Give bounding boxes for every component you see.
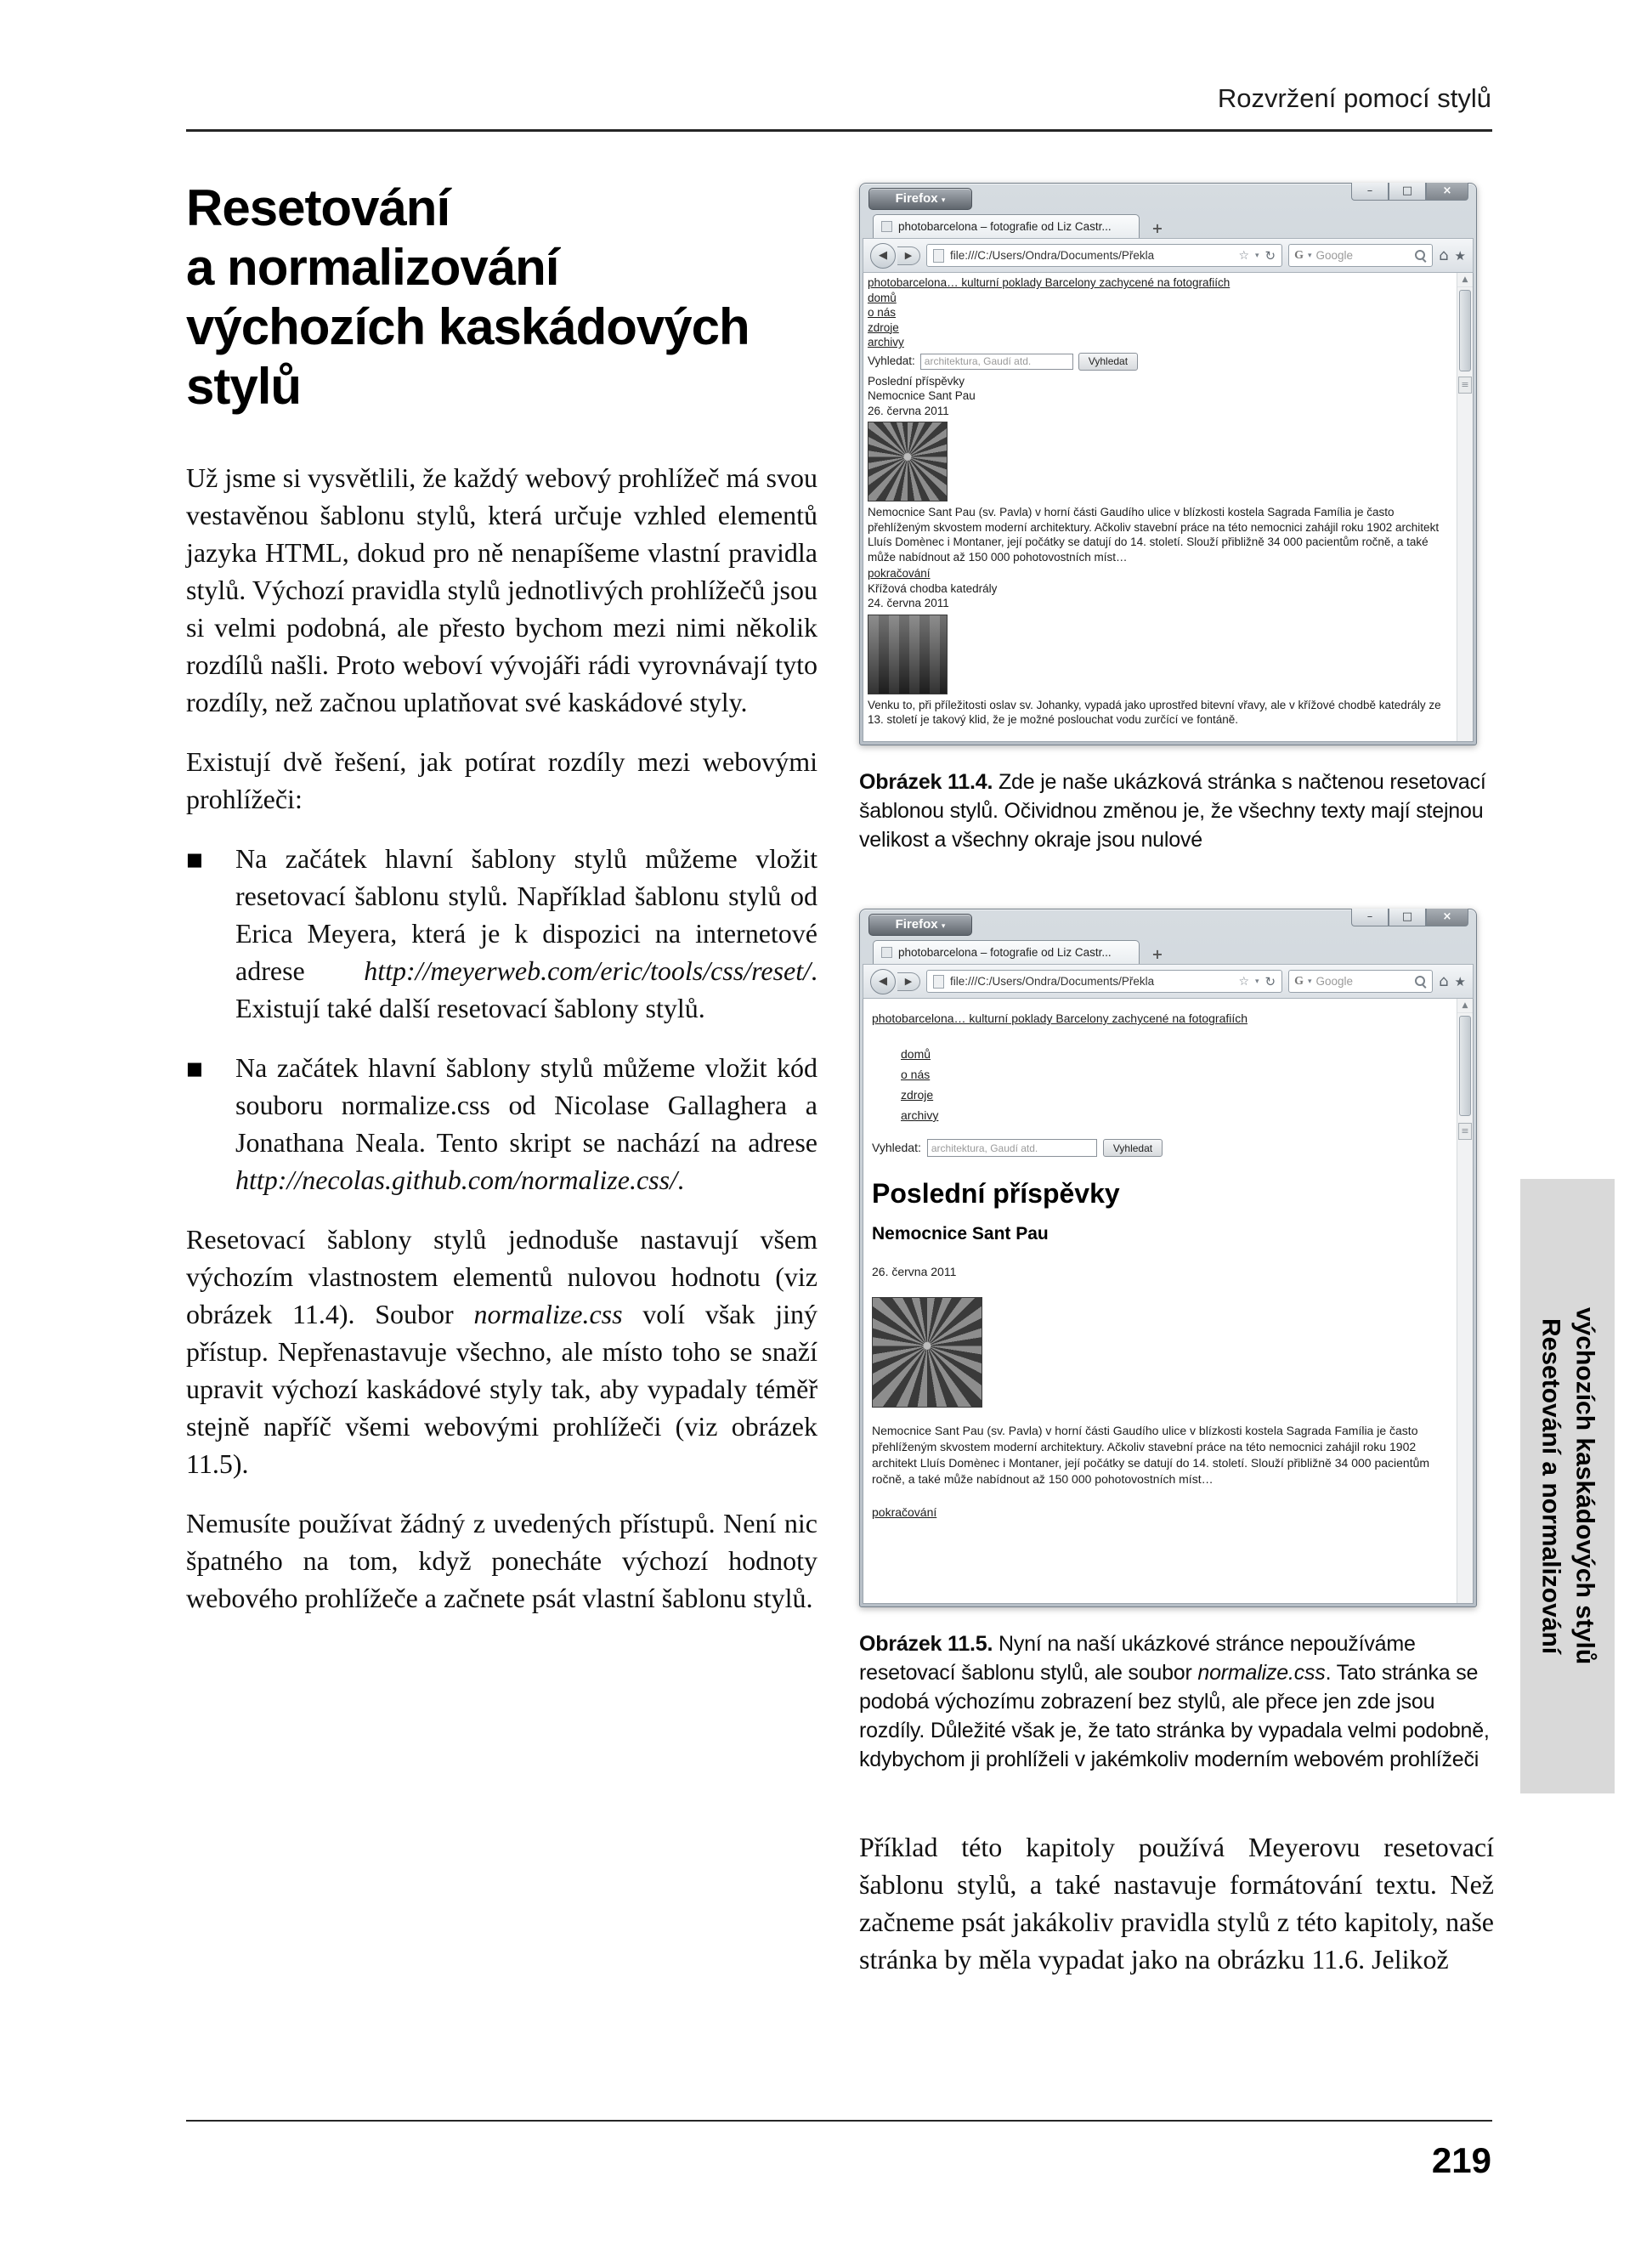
figure-label: Obrázek 11.5.	[859, 1632, 993, 1656]
body-paragraph-1: Už jsme si vysvětlili, že každý webový prohlížeč má svou vestavěnou šablonu stylů, která určuje vzhled elementů jazyka HTML, dokud pro ně nenapíšeme vlastní pravidla stylů. Výchozí pravidla stylů jednotlivých prohlížečů jsou si velmi podobná, ale přesto bychom mezi nimi několik rozdílů našli. Proto weboví vývojáři rádi vyrovnávají tyto rozdíly, než začnou uplatňovat své kaskádové styly.	[186, 462, 818, 717]
bookmark-star-icon[interactable]: ☆	[1238, 248, 1249, 263]
sample-page-normalize	[863, 999, 1457, 1603]
bullet-square-icon: ■	[186, 849, 203, 870]
address-bar[interactable]	[926, 244, 1282, 267]
section-title-line: stylů	[186, 358, 302, 415]
figure-11-5-browser-window	[859, 909, 1477, 1607]
url-text: file:///C:/Users/Ondra/Documents/Překla	[950, 975, 1155, 988]
main-text-column	[186, 178, 818, 1617]
address-bar[interactable]	[926, 970, 1282, 993]
post-excerpt: Venku to, při příležitosti oslav sv. Johanky, vypadá jako uprostřed bitevní vřavy, ale v křížové chodbě katedrály ze 13. století je takový klid, že je možné poslouchat vodu zurčící ve fontáně.	[868, 698, 1441, 726]
forward-button[interactable]: ▶	[897, 246, 920, 265]
post-excerpt: Nemocnice Sant Pau (sv. Pavla) v horní části Gaudího ulice v blízkosti kostela Sagrada Família je často přehlíženým skvostem moderní architektury. Ačkoliv stavební práce na této nemocnici zahájil roku 1902 architekt Lluís Domènec i Montaner, její počátky se datují do 14. století. Slouží přibližně 34 000 pacientům ročně, a také může nabídnout až 150 000 pohotovostních míst…	[868, 506, 1440, 564]
close-button[interactable]: ×	[1426, 909, 1468, 926]
search-engine-dropdown-icon[interactable]: ▾	[1308, 251, 1312, 260]
continue-link[interactable]: pokračování	[868, 567, 931, 580]
chapter-edge-tab	[1520, 1179, 1615, 1793]
site-search-input[interactable]	[920, 354, 1073, 370]
site-search-row	[872, 1139, 1436, 1157]
firefox-menu-button[interactable]: Firefox ▾	[868, 914, 972, 936]
tab-bar	[863, 938, 1474, 964]
post-date: 24. června 2011	[868, 597, 949, 609]
nav-link-archivy[interactable]: archivy	[868, 336, 904, 348]
file-reference: normalize.css	[1197, 1661, 1326, 1685]
chapter-edge-tab-text: Resetování a normalizování výchozích kaskádových stylů	[1536, 1307, 1599, 1665]
list-item-reset-stylesheet	[186, 840, 818, 1027]
minimize-button[interactable]: –	[1351, 909, 1389, 926]
post-photo-rose-window	[868, 422, 948, 501]
post-photo-cloister	[868, 615, 948, 694]
browser-tab[interactable]	[873, 940, 1140, 964]
url-text: file:///C:/Users/Ondra/Documents/Překla	[950, 249, 1155, 262]
scroll-up-icon[interactable]: ▲	[1457, 999, 1473, 1013]
body-paragraph-2: Existují dvě řešení, jak potírat rozdíly mezi webovými prohlížeči:	[186, 746, 818, 814]
nav-link-o-nas[interactable]: o nás	[901, 1068, 931, 1081]
sample-page-reset	[863, 273, 1457, 741]
post-title: Křížová chodba katedrály	[868, 581, 998, 595]
post-excerpt: Nemocnice Sant Pau (sv. Pavla) v horní části Gaudího ulice v blízkosti kostela Sagrada Família je často přehlíženým skvostem moderní architektury. Ačkoliv stavební práce na této nemocnici zahájil roku 1902 architekt Lluís Domènec i Montaner, její počátky se datují do 14. století. Slouží přibližně 34 000 pacientům ročně, a také může nabídnout až 150 000 pohotovostních míst…	[872, 1424, 1430, 1486]
search-engine-name: Google	[1315, 249, 1354, 262]
page-icon	[933, 249, 944, 263]
section-title	[186, 178, 818, 416]
scrollbar-marker-icon: ≡	[1458, 377, 1472, 394]
back-button[interactable]: ◀	[870, 969, 896, 994]
page-content-area	[863, 999, 1474, 1604]
list-item-normalize-css	[186, 1049, 818, 1198]
site-search-row	[868, 353, 1446, 371]
new-tab-button[interactable]: +	[1151, 946, 1163, 962]
search-label: Vyhledat:	[868, 354, 915, 368]
bookmarks-menu-icon[interactable]: ★	[1454, 247, 1466, 263]
google-logo-icon: G	[1294, 974, 1304, 988]
search-engine-name: Google	[1315, 975, 1354, 988]
vertical-scrollbar[interactable]	[1457, 273, 1473, 741]
bookmark-star-icon[interactable]: ☆	[1238, 974, 1249, 989]
figure-column	[859, 183, 1494, 1978]
nav-link-domu[interactable]: domů	[901, 1047, 931, 1061]
url-reference: http://meyerweb.com/eric/tools/css/reset/	[364, 955, 811, 986]
nav-link-zdroje[interactable]: zdroje	[868, 320, 899, 334]
tab-title: photobarcelona – fotografie od Liz Castr...	[898, 220, 1112, 233]
header-rule	[186, 129, 1492, 132]
search-icon[interactable]	[1414, 975, 1427, 988]
post-title: Nemocnice Sant Pau	[872, 1224, 1049, 1244]
figure-11-4-caption: Obrázek 11.4. Zde je naše ukázková stránka s načtenou resetovací šablonou stylů. Očividnou změnou je, že všechny texty mají stejnou velikost a všechny okraje jsou nulové	[859, 770, 1486, 852]
section-title-line: a normalizování	[186, 239, 559, 296]
tab-title: photobarcelona – fotografie od Liz Castr...	[898, 946, 1112, 959]
site-search-button[interactable]: Vyhledat	[1078, 353, 1138, 371]
post-date: 26. června 2011	[868, 404, 949, 417]
recent-posts-heading: Poslední příspěvky	[868, 374, 965, 388]
home-icon[interactable]: ⌂	[1439, 246, 1449, 264]
tab-bar	[863, 212, 1474, 238]
search-bar[interactable]	[1288, 970, 1433, 993]
url-dropdown-icon[interactable]: ▾	[1255, 977, 1259, 986]
body-paragraph-4: Nemusíte používat žádný z uvedených přístupů. Není nic špatného na tom, když ponecháte výchozí hodnoty webového prohlížeče a začnete psát vlastní šablonu stylů.	[186, 1508, 818, 1613]
page-content-area	[863, 273, 1474, 742]
chevron-down-icon: ▾	[941, 196, 946, 205]
site-nav	[901, 1044, 1436, 1125]
running-header: Rozvržení pomocí stylů	[1217, 83, 1491, 113]
search-label: Vyhledat:	[872, 1141, 921, 1154]
footer-rule	[186, 2120, 1492, 2122]
vertical-scrollbar[interactable]	[1457, 999, 1473, 1603]
figure-11-4-browser-window	[859, 183, 1477, 745]
bullet-square-icon: ■	[186, 1058, 203, 1079]
body-paragraph-5: Příklad této kapitoly používá Meyerovu resetovací šablonu stylů, a také nastavuje formátování textu. Než začneme psát jakákoliv pravidla stylů z této kapitoly, naše stránka by měla vypadat jako na obrázku 11.6. Jelikož	[859, 1832, 1494, 1975]
reload-icon[interactable]: ↻	[1264, 973, 1276, 989]
file-reference: normalize.css	[473, 1299, 623, 1329]
page-icon	[933, 975, 944, 989]
navigation-toolbar	[863, 964, 1474, 999]
scroll-up-icon[interactable]: ▲	[1457, 273, 1473, 287]
maximize-button[interactable]: □	[1389, 909, 1426, 926]
page-number: 219	[1431, 2140, 1491, 2180]
search-bar[interactable]	[1288, 244, 1433, 267]
list-item-text: Na začátek hlavní šablony stylů můžeme vložit resetovací šablonu stylů. Například šablonu stylů od Erica Meyera, která je k dispozici na internetové adrese http://meyerweb.com/eric/tools/css/reset/. Existují také další resetovací šablony stylů.	[235, 843, 818, 1023]
new-tab-button[interactable]: +	[1151, 220, 1163, 236]
scrollbar-thumb[interactable]	[1459, 290, 1471, 371]
window-controls	[1351, 183, 1468, 201]
recent-posts-heading: Poslední příspěvky	[872, 1178, 1120, 1209]
home-icon[interactable]: ⌂	[1439, 972, 1449, 990]
body-paragraph-3: Resetovací šablony stylů jednoduše nastavují všem výchozím vlastnostem elementů nulovou hodnotu (viz obrázek 11.4). Soubor normalize.css volí však jiný přístup. Nepřenastavuje všechno, ale místo toho se snaží upravit výchozí kaskádové styly tak, aby vypadaly téměř stejně napříč všemi webovými prohlížeči (viz obrázek 11.5).	[186, 1224, 818, 1479]
url-dropdown-icon[interactable]: ▾	[1255, 251, 1259, 260]
back-button[interactable]: ◀	[870, 243, 896, 269]
nav-link-archivy[interactable]: archivy	[901, 1108, 939, 1122]
masthead-link[interactable]: photobarcelona… kulturní poklady Barcelony zachycené na fotografiích	[868, 276, 1231, 289]
figure-11-5-caption: Obrázek 11.5. Nyní na naší ukázkové stránce nepoužíváme resetovací šablonu stylů, ale soubor normalize.css. Tato stránka se podobá výchozímu zobrazení bez stylů, ale přece jen zde jsou rozdíly. Důležité však je, že tato stránka by vypadala velmi podobně, kdybychom ji prohlíželi v jakémkoliv moderním webovém prohlížeči	[859, 1632, 1490, 1771]
close-button[interactable]: ×	[1426, 183, 1468, 201]
masthead-link[interactable]: photobarcelona… kulturní poklady Barcelony zachycené na fotografiích	[872, 1011, 1248, 1025]
firefox-menu-button[interactable]: Firefox ▾	[868, 188, 972, 210]
nav-link-zdroje[interactable]: zdroje	[901, 1088, 934, 1102]
search-icon[interactable]	[1414, 249, 1427, 262]
google-logo-icon: G	[1294, 248, 1304, 262]
bookmarks-menu-icon[interactable]: ★	[1454, 973, 1466, 989]
navigation-toolbar	[863, 238, 1474, 273]
window-controls	[1351, 909, 1468, 926]
nav-link-domu[interactable]: domů	[868, 291, 897, 304]
post-photo-rose-window	[872, 1297, 982, 1408]
tab-favicon	[881, 221, 892, 232]
tab-favicon	[881, 947, 892, 958]
figure-label: Obrázek 11.4.	[859, 770, 993, 794]
forward-button[interactable]: ▶	[897, 972, 920, 991]
post-date: 26. června 2011	[872, 1265, 957, 1278]
browser-tab[interactable]	[873, 214, 1140, 238]
window-titlebar[interactable]	[863, 184, 1474, 212]
chevron-down-icon: ▾	[941, 922, 946, 931]
list-item-text: Na začátek hlavní šablony stylů můžeme vložit kód souboru normalize.css od Nicolase Gallaghera a Jonathana Neala. Tento skript se nachází na adrese http://necolas.github.com/normalize.css/.	[235, 1052, 818, 1195]
section-title-line: Resetování	[186, 179, 450, 236]
post-title: Nemocnice Sant Pau	[868, 389, 976, 402]
search-engine-dropdown-icon[interactable]: ▾	[1308, 977, 1312, 986]
continue-link[interactable]: pokračování	[872, 1505, 937, 1519]
reload-icon[interactable]: ↻	[1264, 247, 1276, 263]
url-reference: http://necolas.github.com/normalize.css/	[235, 1164, 677, 1195]
file-reference: normalize.css	[341, 1090, 490, 1120]
scrollbar-thumb[interactable]	[1459, 1016, 1471, 1116]
section-title-line: výchozích kaskádových	[186, 298, 750, 355]
maximize-button[interactable]: □	[1389, 183, 1426, 201]
nav-link-o-nas[interactable]: o nás	[868, 306, 897, 319]
window-titlebar[interactable]	[863, 909, 1474, 938]
scrollbar-marker-icon: ≡	[1458, 1123, 1472, 1140]
minimize-button[interactable]: –	[1351, 183, 1389, 201]
site-search-button[interactable]: Vyhledat	[1103, 1139, 1163, 1157]
site-search-input[interactable]	[927, 1139, 1097, 1157]
